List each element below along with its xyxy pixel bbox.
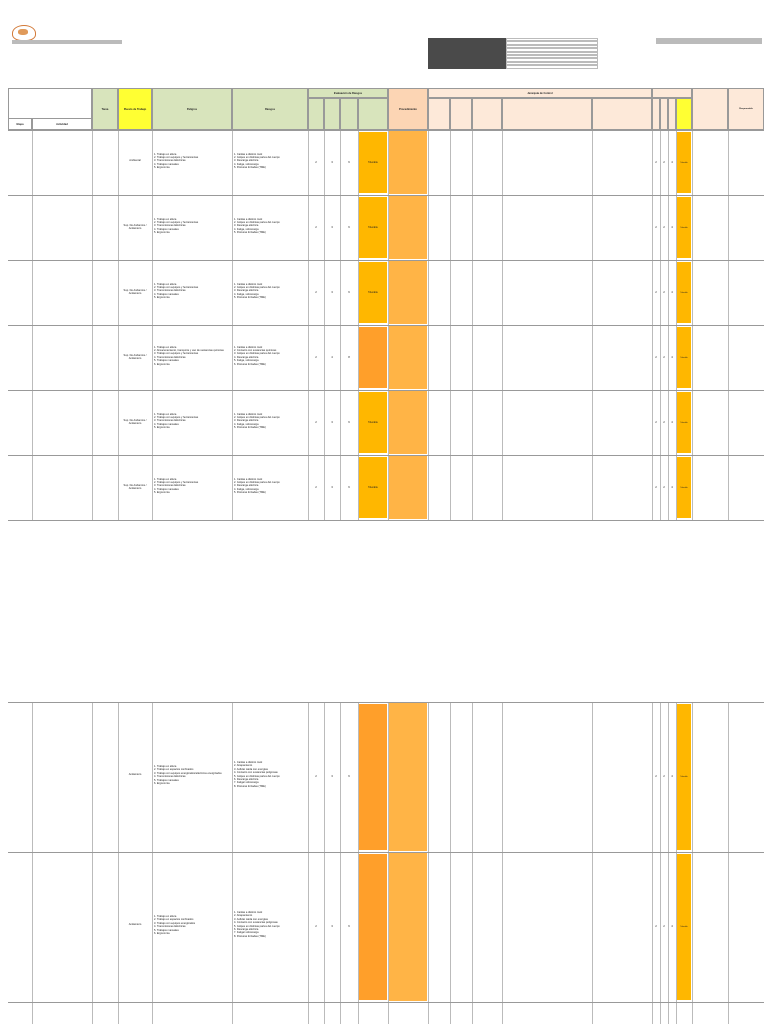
hazard-item: 3. Transmisiones Eléctricas (154, 484, 186, 488)
hazard-item: 5. Ergonomía (154, 166, 170, 170)
hazards-cell (154, 218, 230, 235)
risk-item: 5. Golpes en distintas partes del cuerpo (234, 774, 280, 778)
reval-s: 2 (663, 420, 665, 424)
hazard-item: 3. Transmisiones Eléctricas (154, 159, 186, 163)
risk-item: 1. Caídas a distinto nivel (234, 412, 263, 416)
risk-class-badge (359, 854, 387, 1000)
risk-item: 3. Descarga eléctrica (234, 484, 259, 488)
risk-item: 7. Fatiga/ sobrecarga (234, 931, 259, 935)
hazards-cell (154, 413, 230, 430)
column-divider (472, 702, 473, 1024)
hazard-item: 4. Trabajos manuales (154, 292, 179, 296)
risk-item: 3. Descarga eléctrica (234, 289, 259, 293)
risk-item: 3. Descarga eléctrica (234, 419, 259, 423)
hazard-item: 4. Trabajos manuales (154, 227, 179, 231)
control-sub-header (502, 98, 592, 130)
hazard-item: 6. Ergonomía (154, 362, 170, 366)
form-info-line (12, 43, 122, 44)
hazard-item: 4. Transmisiones Eléctricas (154, 355, 186, 359)
severity-value: 3 (331, 485, 333, 489)
severity-value: 3 (331, 925, 333, 928)
evaluacion-header: Evaluación de Riesgos (308, 88, 388, 98)
probability-value: 2 (315, 775, 317, 778)
hazard-item: 3. Trabajo con equipos energizados (154, 921, 196, 925)
table-body (8, 702, 764, 1024)
hazard-item: 3. Transmisiones Eléctricas (154, 419, 186, 423)
reval-p: 2 (655, 290, 657, 294)
risks-cell (234, 218, 306, 235)
reval-s: 2 (663, 355, 665, 359)
column-divider (450, 702, 451, 1024)
row-divider (8, 390, 764, 391)
procedure-highlight (389, 196, 427, 259)
procedure-highlight (389, 131, 427, 194)
form-info-line (656, 43, 762, 44)
severity-value: 3 (331, 225, 333, 229)
risk-item: 2. Atrapamiento (234, 764, 253, 768)
hazard-item: 3. Transmisiones Eléctricas (154, 289, 186, 293)
risk-item: 4. Fatiga, sobrecarga (234, 487, 259, 491)
row-divider (8, 455, 764, 456)
job-cell: Sup. De Andamios / Andamiero (123, 483, 147, 490)
procedimiento-header: Procedimiento (388, 88, 428, 130)
risk-item: 3. Asfixia/ caída con energías (234, 917, 268, 921)
risk-item: 2. Atrapamiento (234, 914, 253, 918)
risks-cell (234, 478, 306, 495)
table-header (8, 88, 764, 130)
risk-item: 6. Descarga eléctrica (234, 928, 259, 932)
mitigated-class-badge: Tolerable (677, 327, 691, 388)
probability-value: 2 (315, 925, 317, 928)
risks-cell (234, 413, 306, 430)
risk-class-badge: Tolerable (359, 132, 387, 193)
hazard-item: 1. Trabajo en altura (154, 765, 177, 768)
reval-s: 2 (663, 290, 665, 294)
probability-value: 2 (315, 485, 317, 489)
job-cell: Ambiental (129, 158, 141, 162)
column-divider (232, 702, 233, 1024)
column-divider (660, 702, 661, 1024)
form-info-left (12, 40, 122, 44)
reval-s: 2 (663, 225, 665, 229)
risk-level-value: 6 (348, 420, 350, 424)
meta-value[interactable] (506, 65, 598, 68)
reval-p: 2 (655, 775, 657, 778)
risk-item: 6. Descarga eléctrica (234, 778, 259, 782)
risks-cell (234, 283, 306, 300)
reval-sub-header (652, 98, 660, 130)
mitigated-class-badge: Tolerable (677, 704, 691, 850)
probability-value: 2 (315, 420, 317, 424)
reval-pxs: 4 (671, 485, 673, 489)
etapa-header: Etapa (8, 118, 32, 130)
risk-item: 2. Golpes en distintas partes del cuerpo (234, 415, 280, 419)
risk-item: 3. Golpes en distintas partes del cuerpo (234, 352, 280, 356)
risk-item: 4. Fatiga, sobrecarga (234, 162, 259, 166)
risk-item: 5. Posturas forzadas (TME) (234, 166, 266, 170)
risk-class-badge: Tolerable (359, 197, 387, 258)
control-sub-header (450, 98, 472, 130)
hazard-item: 2. Trabajo en espacios confinados (154, 918, 194, 922)
hazard-item: 5. Trabajos manuales (154, 928, 179, 932)
column-divider (592, 702, 593, 1024)
risk-level-value: 6 (348, 485, 350, 489)
reval-sub-header (668, 98, 676, 130)
reval-s: 2 (663, 485, 665, 489)
sheet-page-1 (8, 22, 764, 520)
column-divider (32, 702, 33, 1024)
hazard-item: 5. Ergonomía (154, 491, 170, 495)
job-cell: Andamiero (128, 773, 142, 776)
job-cell: Sup. De Andamios / Andamiero (123, 353, 147, 360)
mitigated-class-badge: Tolerable (677, 132, 691, 193)
row-divider (8, 325, 764, 326)
row-divider (8, 260, 764, 261)
risk-item: 4. Fatiga, sobrecarga (234, 422, 259, 426)
meta-grid (428, 38, 598, 69)
risk-class-badge: Tolerable (359, 262, 387, 323)
control-sub-header (428, 98, 450, 130)
column-divider (502, 702, 503, 1024)
reval-p: 2 (655, 420, 657, 424)
peligros-header: Peligros (152, 88, 232, 130)
hazard-item: 1. Trabajo en altura (154, 217, 177, 221)
job-cell: Sup. De Andamios / Andamiero (123, 223, 147, 230)
reval-p: 2 (655, 925, 657, 928)
probability-value: 2 (315, 290, 317, 294)
hazard-item: 3. Transmisiones Eléctricas (154, 224, 186, 228)
mitigated-class-badge: Tolerable (677, 457, 691, 518)
risks-cell (234, 346, 306, 366)
control-mejora-header (692, 88, 728, 130)
risk-item: 5. Posturas forzadas (TME) (234, 231, 266, 235)
risk-class-badge: Tolerable (359, 457, 387, 518)
risk-item: 4. Fatiga, sobrecarga (234, 292, 259, 296)
reval-pxs: 4 (671, 290, 673, 294)
row-divider (8, 130, 764, 131)
puesto-header: Puesto de Trabajo (118, 88, 152, 130)
eval-sub-header (358, 98, 388, 130)
hazard-item: 5. Ergonomía (154, 231, 170, 235)
risk-item: 5. Posturas forzadas (TME) (234, 491, 266, 495)
risk-item: 1. Caídas a distinto nivel (234, 345, 263, 349)
hazards-cell (154, 915, 230, 935)
hazard-item: 1. Trabajo en altura (154, 152, 177, 156)
reval-s: 2 (663, 160, 665, 164)
hazards-cell (154, 478, 230, 495)
hazards-cell (154, 153, 230, 170)
hazard-item: 5. Ergonomía (154, 296, 170, 300)
column-divider (152, 702, 153, 1024)
column-divider (92, 702, 93, 1024)
procedure-highlight (389, 326, 427, 389)
hazard-item: 1. Trabajo en altura (154, 282, 177, 286)
hazard-item: 4. Transmisiones Eléctricas (154, 925, 186, 929)
procedure-highlight (389, 391, 427, 454)
risk-item: 5. Posturas forzadas (TME) (234, 426, 266, 430)
hazard-item: 6. Ergonomía (154, 782, 170, 786)
risk-item: 1. Caídas a distinto nivel (234, 282, 263, 286)
hazards-cell (154, 346, 230, 366)
probability-value: 2 (315, 160, 317, 164)
column-divider (668, 702, 669, 1024)
riesgos-header: Riesgos (232, 88, 308, 130)
column-divider (324, 702, 325, 1024)
risk-item: 5. Golpes en distintas partes del cuerpo (234, 924, 280, 928)
column-divider (428, 702, 429, 1024)
reval-pxs: 4 (671, 420, 673, 424)
risk-item: 1. Caídas a distinto nivel (234, 152, 263, 156)
severity-value: 3 (331, 290, 333, 294)
severity-value: 3 (331, 420, 333, 424)
control-sub-header (592, 98, 652, 130)
reval-sub-header (660, 98, 668, 130)
risk-level-value: 6 (348, 225, 350, 229)
risk-class-badge (359, 327, 387, 388)
eval-sub-header (340, 98, 358, 130)
hazard-item: 6. Ergonomía (154, 932, 170, 936)
reval-p: 2 (655, 225, 657, 229)
hazard-item: 3. Trabajo con equipos y herramientas (154, 352, 199, 356)
column-divider (340, 702, 341, 1024)
job-cell: Sup. De Andamios / Andamiero (123, 288, 147, 295)
hazard-item: 5. Trabajos manuales (154, 359, 179, 363)
procedure-highlight (389, 261, 427, 324)
reval-pxs: 4 (671, 355, 673, 359)
risk-item: 2. Golpes en distintas partes del cuerpo (234, 220, 280, 224)
job-cell: Andamiero (128, 923, 142, 926)
hazard-item: 2. Trabajo en espacios confinados (154, 768, 194, 772)
hazard-item: 1. Trabajo en altura (154, 477, 177, 481)
risk-item: 5. Fatiga, sobrecarga (234, 359, 259, 363)
hazard-item: 2. Trabajo con equipos y herramientas (154, 480, 199, 484)
table-body (8, 130, 764, 520)
hazard-item: 3. Trabajo con equipos energizados/eléctricos energizados (154, 771, 222, 775)
responsable-header: Responsable (728, 88, 764, 130)
hazard-item: 2. Trabajo con equipos y herramientas (154, 415, 199, 419)
hazard-item: 1. Trabajo en altura (154, 345, 177, 349)
actividad-header: Actividad (32, 118, 92, 130)
risk-item: 2. Golpes en distintas partes del cuerpo (234, 285, 280, 289)
risks-cell (234, 761, 306, 788)
severity-value: 4 (331, 355, 333, 359)
risk-item: 4. Descarga eléctrica (234, 355, 259, 359)
risk-item: 8. Posturas forzadas (TME) (234, 934, 266, 938)
risk-item: 4. Contacto con sustancias peligrosas (234, 771, 278, 775)
procedure-highlight (389, 853, 427, 1001)
risk-class-badge: Tolerable (359, 392, 387, 453)
reval-pxs: 4 (671, 225, 673, 229)
risk-item: 2. Golpes en distintas partes del cuerpo (234, 480, 280, 484)
procedure-highlight (389, 456, 427, 519)
risk-item: 3. Descarga eléctrica (234, 224, 259, 228)
risk-item: 7. Fatiga/ sobrecarga (234, 781, 259, 785)
reval-sub-header (676, 98, 692, 130)
job-cell: Sup. De Andamios / Andamiero (123, 418, 147, 425)
severity-value: 3 (331, 160, 333, 164)
risks-cell (234, 911, 306, 938)
risk-item: 5. Posturas forzadas (TME) (234, 296, 266, 300)
row-divider (8, 1002, 764, 1003)
meta-key (428, 65, 506, 68)
hazard-item: 1. Trabajo en altura (154, 915, 177, 918)
hazard-item: 4. Trabajos manuales (154, 487, 179, 491)
risk-level-value: 6 (348, 290, 350, 294)
risk-level-value: 8 (348, 355, 350, 359)
risk-item: 2. Contacto con sustancias químicas (234, 348, 277, 352)
column-divider (308, 702, 309, 1024)
row-divider (8, 702, 764, 703)
hazard-item: 1. Trabajo en altura (154, 412, 177, 416)
risks-cell (234, 153, 306, 170)
eval-sub-header (324, 98, 340, 130)
mitigated-class-badge: Tolerable (677, 197, 691, 258)
form-info-right (656, 38, 762, 44)
hazards-cell (154, 765, 230, 785)
risk-item: 3. Descarga eléctrica (234, 159, 259, 163)
risk-item: 1. Caídas a distinto nivel (234, 477, 263, 481)
reval-s: 2 (663, 775, 665, 778)
reval-header (652, 88, 692, 98)
severity-value: 3 (331, 775, 333, 778)
risk-level-value: 6 (348, 160, 350, 164)
mitigated-class-badge: Tolerable (677, 854, 691, 1000)
hazards-cell (154, 283, 230, 300)
hazard-item: 4. Trabajos manuales (154, 422, 179, 426)
hazard-item: 4. Trabajos manuales (154, 162, 179, 166)
risk-item: 3. Asfixia/ caída con energías (234, 767, 268, 771)
reval-p: 2 (655, 355, 657, 359)
column-divider (728, 702, 729, 1024)
sheet-page-2 (8, 702, 764, 1024)
hazard-item: 5. Trabajos manuales (154, 778, 179, 782)
row-divider (8, 852, 764, 853)
risk-item: 6. Posturas forzadas (TME) (234, 362, 266, 366)
probability-value: 2 (315, 225, 317, 229)
hazard-item: 4. Transmisiones Eléctricas (154, 775, 186, 779)
column-divider (692, 702, 693, 1024)
reval-pxs: 4 (671, 775, 673, 778)
tarea-header: Tarea (92, 88, 118, 130)
reval-p: 2 (655, 160, 657, 164)
reval-pxs: 4 (671, 160, 673, 164)
hazard-item: 2. Almacenamiento, transporte y uso de sustancias químicas (154, 348, 224, 352)
column-divider (652, 702, 653, 1024)
control-header: Jerarquía de Control (428, 88, 652, 98)
risk-level-value: 6 (348, 925, 350, 928)
reval-s: 2 (663, 925, 665, 928)
hazard-item: 5. Ergonomía (154, 426, 170, 430)
risk-class-badge (359, 704, 387, 850)
row-divider (8, 520, 764, 521)
column-divider (118, 702, 119, 1024)
risk-item: 2. Golpes en distintas partes del cuerpo (234, 155, 280, 159)
row-divider (8, 195, 764, 196)
hazard-item: 2. Trabajo con equipos y herramientas (154, 285, 199, 289)
reval-pxs: 4 (671, 925, 673, 928)
risk-level-value: 6 (348, 775, 350, 778)
mitigated-class-badge: Tolerable (677, 392, 691, 453)
hazard-item: 2. Trabajo con equipos y herramientas (154, 155, 199, 159)
reval-p: 2 (655, 485, 657, 489)
risk-item: 8. Posturas forzadas (TME) (234, 784, 266, 788)
risk-item: 1. Caídas a distinto nivel (234, 217, 263, 221)
risk-item: 4. Contacto con sustancias peligrosas (234, 921, 278, 925)
risk-item: 1. Caídas a distinto nivel (234, 911, 263, 914)
risk-item: 4. Fatiga, sobrecarga (234, 227, 259, 231)
procedure-highlight (389, 703, 427, 851)
probability-value: 2 (315, 355, 317, 359)
risk-item: 1. Caídas a distinto nivel (234, 761, 263, 764)
eval-sub-header (308, 98, 324, 130)
mitigated-class-badge: Tolerable (677, 262, 691, 323)
hazard-item: 2. Trabajo con equipos y herramientas (154, 220, 199, 224)
company-logo (12, 25, 36, 41)
control-sub-header (472, 98, 502, 130)
